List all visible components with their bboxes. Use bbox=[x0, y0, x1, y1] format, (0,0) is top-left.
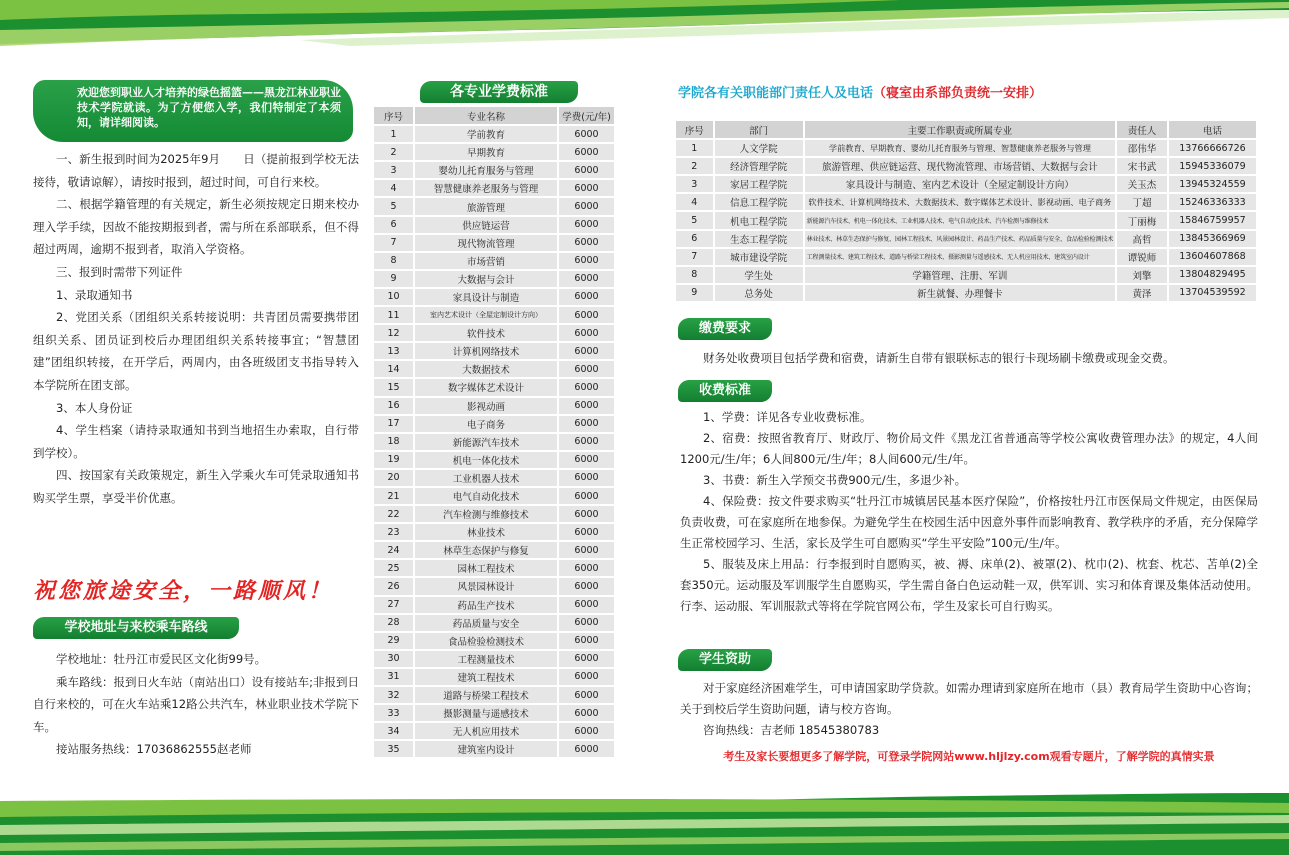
table-row bbox=[374, 632, 614, 650]
contacts-table-cell: 7 bbox=[676, 248, 714, 266]
fee-table-cell: 14 bbox=[374, 360, 414, 378]
fee-table-cell: 旅游管理 bbox=[414, 197, 558, 215]
fee-table-cell: 6000 bbox=[558, 704, 614, 722]
table-row bbox=[374, 541, 614, 559]
fee-table-cell: 4 bbox=[374, 179, 414, 197]
table-row bbox=[374, 161, 614, 179]
fee-table-cell: 6000 bbox=[558, 722, 614, 740]
fee-table-cell: 6000 bbox=[558, 270, 614, 288]
fee-table-cell: 3 bbox=[374, 161, 414, 179]
fee-table-cell: 软件技术 bbox=[414, 324, 558, 342]
contacts-table-cell: 谭锐师 bbox=[1116, 248, 1168, 266]
table-row bbox=[676, 284, 1257, 302]
fee-table-cell: 6000 bbox=[558, 288, 614, 306]
fee-table-cell: 6000 bbox=[558, 668, 614, 686]
contacts-table-cell: 机电工程学院 bbox=[714, 211, 804, 229]
table-row bbox=[374, 378, 614, 396]
contacts-table-cell: 15846759957 bbox=[1168, 211, 1257, 229]
left-paragraphs-item: 二、根据学籍管理的有关规定，新生必须按规定日期来校办理入学手续，因故不能按期报到者，需与所在系部联系，但不得超过两周，逾期不报到者，取消入学资格。 bbox=[33, 197, 359, 257]
fee-table-cell: 药品生产技术 bbox=[414, 596, 558, 614]
contacts-header-cell: 电话 bbox=[1168, 121, 1257, 139]
table-row bbox=[374, 469, 614, 487]
fee-table-cell: 林草生态保护与修复 bbox=[414, 541, 558, 559]
fee-table-cell: 6000 bbox=[558, 342, 614, 360]
contacts-table-cell: 黄泽 bbox=[1116, 284, 1168, 302]
contacts-table-cell: 旅游管理、供应链运营、现代物流管理、市场营销、大数据与会计 bbox=[804, 157, 1116, 175]
contacts-table-cell: 13604607868 bbox=[1168, 248, 1257, 266]
fee-standards-text bbox=[680, 407, 1258, 617]
contacts-table-cell: 13845366969 bbox=[1168, 230, 1257, 248]
fee-table-cell: 市场营销 bbox=[414, 252, 558, 270]
fee-table-cell: 园林工程技术 bbox=[414, 559, 558, 577]
table-row bbox=[374, 505, 614, 523]
fee-table-cell: 6000 bbox=[558, 614, 614, 632]
bottom-green-wave-decoration bbox=[0, 793, 1289, 855]
payment-requirements-text bbox=[680, 348, 1258, 369]
fee-table-cell: 6000 bbox=[558, 161, 614, 179]
fee-table-cell: 7 bbox=[374, 234, 414, 252]
contacts-table-cell: 8 bbox=[676, 266, 714, 284]
payment-requirements-heading: 缴费要求 bbox=[678, 318, 772, 340]
table-row bbox=[374, 487, 614, 505]
table-row bbox=[374, 722, 614, 740]
aid-paragraphs-item: 对于家庭经济困难学生，可申请国家助学贷款。如需办理请到家庭所在地市（县）教育局学生资助中心咨询；关于到校后学生资助问题，请与校方咨询。 bbox=[680, 681, 1258, 716]
standard-paragraphs-item: 2、宿费：按照省教育厅、财政厅、物价局文件《黑龙江省普通高等学校公寓收费管理办法》的规定，4人间1200元/生/年；6人间800元/生/年；8人间600元/生/年。 bbox=[680, 431, 1258, 466]
contacts-table-cell: 信息工程学院 bbox=[714, 193, 804, 211]
fee-table-cell: 现代物流管理 bbox=[414, 234, 558, 252]
contacts-header-cell: 主要工作职责或所属专业 bbox=[804, 121, 1116, 139]
table-row bbox=[374, 324, 614, 342]
fee-table-cell: 22 bbox=[374, 505, 414, 523]
contacts-table-cell: 家居工程学院 bbox=[714, 175, 804, 193]
fee-table-cell: 建筑室内设计 bbox=[414, 740, 558, 758]
contacts-table-cell: 6 bbox=[676, 230, 714, 248]
fee-table-cell: 21 bbox=[374, 487, 414, 505]
fee-table-cell: 6000 bbox=[558, 397, 614, 415]
fee-table-cell: 6000 bbox=[558, 143, 614, 161]
fee-table-cell: 大数据与会计 bbox=[414, 270, 558, 288]
left-paragraphs-item: 三、报到时需带下列证件 bbox=[56, 264, 183, 279]
fee-table-header-cell: 专业名称 bbox=[414, 107, 558, 125]
contacts-table-cell: 刘擎 bbox=[1116, 266, 1168, 284]
left-paragraphs-item: 4、学生档案（请持录取通知书到当地招生办索取，自行带到学校）。 bbox=[33, 423, 359, 460]
contacts-table-cell: 新生就餐、办理餐卡 bbox=[804, 284, 1116, 302]
fee-table-cell: 影视动画 bbox=[414, 397, 558, 415]
fee-table-cell: 6000 bbox=[558, 433, 614, 451]
fee-table-cell: 无人机应用技术 bbox=[414, 722, 558, 740]
contacts-table-cell: 15945336079 bbox=[1168, 157, 1257, 175]
table-row bbox=[374, 306, 614, 324]
contacts-table-cell: 5 bbox=[676, 211, 714, 229]
contacts-table-cell: 13945324559 bbox=[1168, 175, 1257, 193]
contacts-table-cell: 丁超 bbox=[1116, 193, 1168, 211]
contacts-table-cell: 宋书武 bbox=[1116, 157, 1168, 175]
fee-table-cell: 摄影测量与遥感技术 bbox=[414, 704, 558, 722]
fee-table-cell: 6000 bbox=[558, 650, 614, 668]
left-paragraphs-item: 一、新生报到时间为2025年9月 日（提前报到学校无法接待，敬请谅解），请按时报到，超过时间，可自行来校。 bbox=[33, 152, 359, 189]
left-paragraphs-item: 四、按国家有关政策规定，新生入学乘火车可凭录取通知书购买学生票，享受半价优惠。 bbox=[33, 468, 359, 505]
fee-table-cell: 6000 bbox=[558, 505, 614, 523]
fee-table-cell: 1 bbox=[374, 125, 414, 143]
fee-table-cell: 16 bbox=[374, 397, 414, 415]
fee-table-cell: 27 bbox=[374, 596, 414, 614]
table-row bbox=[676, 211, 1257, 229]
table-row bbox=[676, 193, 1257, 211]
contacts-table-cell: 生态工程学院 bbox=[714, 230, 804, 248]
fee-table-cell: 6000 bbox=[558, 686, 614, 704]
fee-table-cell: 6000 bbox=[558, 415, 614, 433]
fee-table-cell: 6000 bbox=[558, 451, 614, 469]
contacts-header-cell: 责任人 bbox=[1116, 121, 1168, 139]
fee-table-cell: 学前教育 bbox=[414, 125, 558, 143]
fee-table-cell: 早期教育 bbox=[414, 143, 558, 161]
address-paragraphs-item: 接站服务热线：17036862555赵老师 bbox=[56, 742, 252, 757]
fee-table-cell: 智慧健康养老服务与管理 bbox=[414, 179, 558, 197]
table-row bbox=[374, 650, 614, 668]
table-row bbox=[374, 234, 614, 252]
fee-table-cell: 6000 bbox=[558, 632, 614, 650]
contacts-table-cell: 新能源汽车技术、机电一体化技术、工业机器人技术、电气自动化技术、汽车检测与维修技术 bbox=[804, 211, 1116, 229]
contacts-table-cell: 经济管理学院 bbox=[714, 157, 804, 175]
fee-table-cell: 计算机网络技术 bbox=[414, 342, 558, 360]
contacts-table-cell: 13804829495 bbox=[1168, 266, 1257, 284]
table-row bbox=[374, 342, 614, 360]
table-row bbox=[374, 270, 614, 288]
address-paragraphs-item: 乘车路线：报到日火车站（南站出口）设有接站车;非报到日自行来校的，可在火车站乘12路公共汽车，林业职业技术学院下车。 bbox=[33, 674, 359, 734]
fee-table-cell: 6000 bbox=[558, 523, 614, 541]
table-row bbox=[676, 230, 1257, 248]
contacts-table-cell: 人文学院 bbox=[714, 139, 804, 157]
fee-table-cell: 食品检验检测技术 bbox=[414, 632, 558, 650]
website-promo-line: 考生及家长要想更多了解学院，可登录学院网站www.hljlzy.com观看专题片，了解学院的真情实景 bbox=[723, 750, 1215, 763]
fee-table-cell: 大数据技术 bbox=[414, 360, 558, 378]
fee-table-cell: 32 bbox=[374, 686, 414, 704]
contacts-title-main: 学院各有关职能部门责任人及电话 bbox=[678, 86, 874, 101]
fee-table-cell: 6000 bbox=[558, 252, 614, 270]
fee-table-cell: 6000 bbox=[558, 324, 614, 342]
contacts-table-cell: 家具设计与制造、室内艺术设计（全屋定制设计方向） bbox=[804, 175, 1116, 193]
fee-table-cell: 6000 bbox=[558, 216, 614, 234]
fee-table-cell: 35 bbox=[374, 740, 414, 758]
welcome-note-box: 欢迎您到职业人才培养的绿色摇篮——黑龙江林业职业技术学院就读。为了方便您入学，我们特制定了本须知，请详细阅读。 bbox=[33, 80, 353, 142]
fee-table-cell: 6000 bbox=[558, 179, 614, 197]
table-row bbox=[374, 125, 614, 143]
table-row bbox=[374, 397, 614, 415]
fee-table-cell: 风景园林设计 bbox=[414, 577, 558, 595]
contacts-table-cell: 城市建设学院 bbox=[714, 248, 804, 266]
student-aid-heading: 学生资助 bbox=[678, 649, 772, 671]
fee-table-cell: 24 bbox=[374, 541, 414, 559]
table-row bbox=[374, 252, 614, 270]
fee-table-cell: 2 bbox=[374, 143, 414, 161]
table-row bbox=[374, 596, 614, 614]
table-row bbox=[374, 740, 614, 758]
fee-table-cell: 6000 bbox=[558, 596, 614, 614]
fee-table-cell: 6000 bbox=[558, 469, 614, 487]
contacts-table-cell: 9 bbox=[676, 284, 714, 302]
top-green-wave-decoration bbox=[0, 0, 1289, 60]
contacts-title-note: （寝室由系部负责统一安排） bbox=[873, 86, 1043, 101]
standard-paragraphs-item: 3、书费：新生入学预交书费900元/生，多退少补。 bbox=[703, 473, 967, 487]
fee-table-cell: 12 bbox=[374, 324, 414, 342]
address-route-text bbox=[33, 648, 359, 761]
left-paragraphs-item: 3、本人身份证 bbox=[56, 400, 133, 415]
fee-table-cell: 25 bbox=[374, 559, 414, 577]
contacts-table-cell: 学生处 bbox=[714, 266, 804, 284]
department-contacts-table bbox=[676, 121, 1258, 303]
table-row bbox=[676, 157, 1257, 175]
contacts-table-cell: 林业技术、林草生态保护与修复、园林工程技术、风景园林设计、药品生产技术、药品质量与安全、食品检验检测技术 bbox=[804, 230, 1116, 248]
fee-table-cell: 新能源汽车技术 bbox=[414, 433, 558, 451]
contacts-table-header-row bbox=[676, 121, 1257, 139]
left-paragraphs-item: 2、党团关系（团组织关系转接说明：共青团员需要携带团组织关系、团员证到校后办理团组织关系转接事宜；“智慧团建”团组织转接，在开学后，两周内，由各班级团支书指导转入本学院所在团支部。 bbox=[33, 310, 359, 392]
fee-table-cell: 15 bbox=[374, 378, 414, 396]
tuition-fee-table bbox=[374, 107, 614, 759]
fee-table-cell: 28 bbox=[374, 614, 414, 632]
table-row bbox=[374, 686, 614, 704]
travel-wish-slogan: 祝您旅途安全，一路顺风！ bbox=[33, 578, 334, 604]
fee-table-cell: 31 bbox=[374, 668, 414, 686]
standard-paragraphs-item: 5、服装及床上用品：行李报到时自愿购买，被、褥、床单(2)、被罩(2)、枕巾(2)、枕套、枕芯、苫单(2)全套350元。运动服及军训服学生自愿购买，学生需自备白色运动鞋一双，供军训、实习和体育课及集体活动使用。行李、运动服、军训服款式等将在学院官网公布，学生及家长可自行购买。 bbox=[680, 557, 1258, 613]
table-row bbox=[374, 360, 614, 378]
fee-table-cell: 6000 bbox=[558, 378, 614, 396]
contacts-table-cell: 4 bbox=[676, 193, 714, 211]
fee-table-cell: 20 bbox=[374, 469, 414, 487]
table-row bbox=[374, 704, 614, 722]
table-row bbox=[374, 668, 614, 686]
fee-table-cell: 药品质量与安全 bbox=[414, 614, 558, 632]
fee-table-cell: 供应链运营 bbox=[414, 216, 558, 234]
contacts-table-cell: 13704539592 bbox=[1168, 284, 1257, 302]
fee-table-cell: 6000 bbox=[558, 306, 614, 324]
table-row bbox=[374, 288, 614, 306]
fee-table-cell: 30 bbox=[374, 650, 414, 668]
fee-table-cell: 6000 bbox=[558, 234, 614, 252]
table-row bbox=[374, 143, 614, 161]
fee-table-cell: 19 bbox=[374, 451, 414, 469]
table-row bbox=[676, 266, 1257, 284]
contacts-table-cell: 学籍管理、注册、军训 bbox=[804, 266, 1116, 284]
table-row bbox=[374, 216, 614, 234]
fee-table-cell: 5 bbox=[374, 197, 414, 215]
address-paragraphs-item: 学校地址：牡丹江市爱民区文化街99号。 bbox=[56, 652, 267, 666]
contacts-table-cell: 13766666726 bbox=[1168, 139, 1257, 157]
fee-table-cell: 建筑工程技术 bbox=[414, 668, 558, 686]
fee-table-cell: 道路与桥梁工程技术 bbox=[414, 686, 558, 704]
fee-standards-heading: 收费标准 bbox=[678, 380, 772, 402]
contacts-table-cell: 高哲 bbox=[1116, 230, 1168, 248]
fee-table-cell: 6 bbox=[374, 216, 414, 234]
fee-table-cell: 6000 bbox=[558, 125, 614, 143]
fee-table-cell: 工业机器人技术 bbox=[414, 469, 558, 487]
contacts-header-cell: 部门 bbox=[714, 121, 804, 139]
fee-table-cell: 电气自动化技术 bbox=[414, 487, 558, 505]
table-row bbox=[374, 433, 614, 451]
contacts-table-cell: 关玉杰 bbox=[1116, 175, 1168, 193]
table-row bbox=[676, 248, 1257, 266]
table-row bbox=[374, 197, 614, 215]
aid-paragraphs-item: 咨询热线：吉老师 18545380783 bbox=[703, 723, 880, 737]
fee-table-cell: 13 bbox=[374, 342, 414, 360]
fee-table-cell: 工程测量技术 bbox=[414, 650, 558, 668]
fee-table-cell: 26 bbox=[374, 577, 414, 595]
fee-table-cell: 29 bbox=[374, 632, 414, 650]
fee-table-header-cell: 序号 bbox=[374, 107, 414, 125]
standard-paragraphs-item: 4、保险费：按文件要求购买“牡丹江市城镇居民基本医疗保险”，价格按牡丹江市医保局文件规定，由医保局负责收费，可在家庭所在地参保。为避免学生在校园生活中因意外事件而影响教育、教学秩序的矛盾，充分保障学生正常校园学习、生活，家长及学生可自愿购买“学生平安险”100元/生/年。 bbox=[680, 494, 1258, 550]
contacts-table-cell: 邵伟华 bbox=[1116, 139, 1168, 157]
fee-table-cell: 汽车检测与维修技术 bbox=[414, 505, 558, 523]
fee-table-header-row bbox=[374, 107, 614, 125]
fee-table-cell: 8 bbox=[374, 252, 414, 270]
table-row bbox=[676, 139, 1257, 157]
table-row bbox=[374, 451, 614, 469]
fee-table-cell: 33 bbox=[374, 704, 414, 722]
contacts-table-cell: 丁丽梅 bbox=[1116, 211, 1168, 229]
fee-table-cell: 6000 bbox=[558, 740, 614, 758]
fee-table-cell: 11 bbox=[374, 306, 414, 324]
department-contacts-title bbox=[678, 82, 1042, 101]
fee-table-cell: 18 bbox=[374, 433, 414, 451]
standard-paragraphs-item: 1、学费：详见各专业收费标准。 bbox=[703, 410, 872, 424]
enrollment-instructions bbox=[33, 148, 359, 510]
fee-table-cell: 电子商务 bbox=[414, 415, 558, 433]
contacts-table-cell: 软件技术、计算机网络技术、大数据技术、数字媒体艺术设计、影视动画、电子商务 bbox=[804, 193, 1116, 211]
fee-table-cell: 9 bbox=[374, 270, 414, 288]
fee-table-cell: 林业技术 bbox=[414, 523, 558, 541]
contacts-table-cell: 总务处 bbox=[714, 284, 804, 302]
table-row bbox=[374, 577, 614, 595]
fee-table-cell: 室内艺术设计（全屋定制设计方向） bbox=[414, 306, 558, 324]
fee-table-cell: 6000 bbox=[558, 197, 614, 215]
fee-table-cell: 数字媒体艺术设计 bbox=[414, 378, 558, 396]
fee-table-cell: 家具设计与制造 bbox=[414, 288, 558, 306]
fee-table-header-cell: 学费(元/年) bbox=[558, 107, 614, 125]
student-aid-text bbox=[680, 678, 1258, 741]
fee-table-cell: 机电一体化技术 bbox=[414, 451, 558, 469]
fee-table-cell: 婴幼儿托育服务与管理 bbox=[414, 161, 558, 179]
payment-paragraphs-item: 财务处收费项目包括学费和宿费，请新生自带有银联标志的银行卡现场刷卡缴费或现金交费。 bbox=[703, 351, 1175, 365]
fee-table-cell: 6000 bbox=[558, 559, 614, 577]
fee-table-cell: 23 bbox=[374, 523, 414, 541]
left-paragraphs-item: 1、录取通知书 bbox=[56, 287, 133, 302]
fee-table-cell: 6000 bbox=[558, 360, 614, 378]
contacts-table-cell: 1 bbox=[676, 139, 714, 157]
contacts-table-cell: 工程测量技术、建筑工程技术、道路与桥梁工程技术、摄影测量与遥感技术、无人机应用技术、建筑室内设计 bbox=[804, 248, 1116, 266]
address-route-heading: 学校地址与来校乘车路线 bbox=[33, 617, 239, 639]
table-row bbox=[374, 179, 614, 197]
table-row bbox=[676, 175, 1257, 193]
contacts-table-cell: 2 bbox=[676, 157, 714, 175]
table-row bbox=[374, 559, 614, 577]
contacts-table-cell: 15246336333 bbox=[1168, 193, 1257, 211]
fee-table-cell: 6000 bbox=[558, 487, 614, 505]
fee-table-cell: 10 bbox=[374, 288, 414, 306]
table-row bbox=[374, 614, 614, 632]
fee-table-cell: 6000 bbox=[558, 577, 614, 595]
fee-table-cell: 6000 bbox=[558, 541, 614, 559]
fee-table-cell: 34 bbox=[374, 722, 414, 740]
contacts-table-cell: 学前教育、早期教育、婴幼儿托育服务与管理、智慧健康养老服务与管理 bbox=[804, 139, 1116, 157]
contacts-table-cell: 3 bbox=[676, 175, 714, 193]
table-row bbox=[374, 523, 614, 541]
table-row bbox=[374, 415, 614, 433]
fee-table-cell: 17 bbox=[374, 415, 414, 433]
tuition-standard-heading: 各专业学费标准 bbox=[420, 81, 578, 103]
contacts-header-cell: 序号 bbox=[676, 121, 714, 139]
